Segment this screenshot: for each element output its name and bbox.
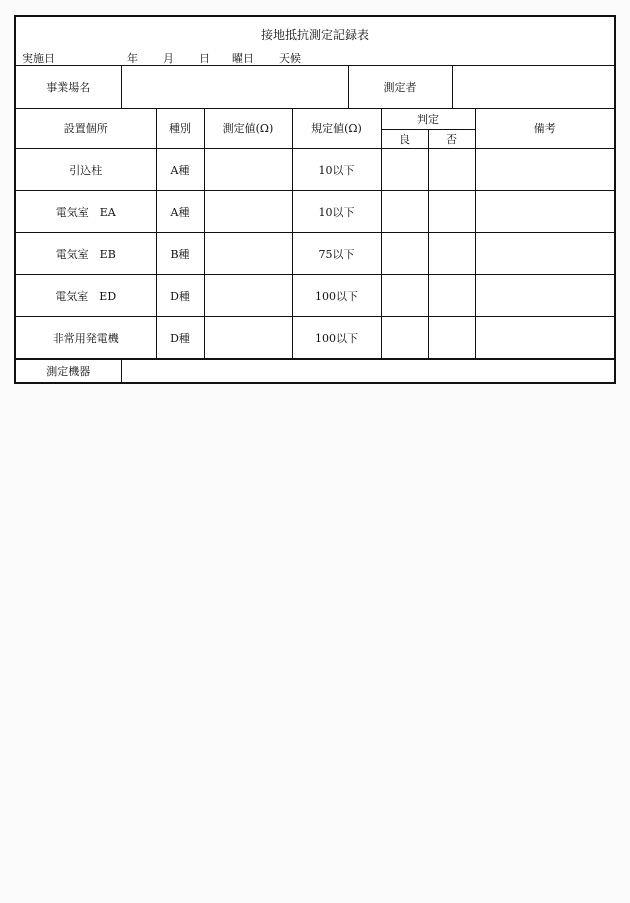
instrument-field[interactable] bbox=[121, 360, 614, 382]
remarks-cell[interactable] bbox=[475, 191, 614, 233]
location-cell: 電気室 EB bbox=[16, 233, 156, 275]
standard-cell: 75以下 bbox=[292, 233, 381, 275]
year-label: 年 bbox=[127, 52, 138, 65]
table-row bbox=[16, 275, 614, 317]
site-info-table bbox=[16, 66, 614, 109]
standard-cell: 10以下 bbox=[292, 191, 381, 233]
type-cell: D種 bbox=[156, 317, 204, 359]
col-measured: 測定値(Ω) bbox=[204, 109, 292, 149]
good-cell[interactable] bbox=[381, 233, 428, 275]
measurer-label: 測定者 bbox=[348, 66, 452, 108]
table-row bbox=[16, 317, 614, 359]
bad-cell[interactable] bbox=[428, 191, 475, 233]
bad-cell[interactable] bbox=[428, 149, 475, 191]
measurement-table bbox=[16, 109, 614, 360]
weather-label: 天候 bbox=[279, 52, 301, 65]
table-row bbox=[16, 233, 614, 275]
col-good: 良 bbox=[381, 130, 428, 149]
standard-cell: 10以下 bbox=[292, 149, 381, 191]
type-cell: B種 bbox=[156, 233, 204, 275]
date-label: 実施日 bbox=[22, 52, 55, 65]
col-type: 種別 bbox=[156, 109, 204, 149]
location-cell: 引込柱 bbox=[16, 149, 156, 191]
col-remarks: 備考 bbox=[475, 109, 614, 149]
location-cell: 電気室 ED bbox=[16, 275, 156, 317]
table-row bbox=[16, 191, 614, 233]
measured-cell[interactable] bbox=[204, 149, 292, 191]
standard-cell: 100以下 bbox=[292, 275, 381, 317]
site-name-field[interactable] bbox=[121, 66, 348, 108]
record-sheet bbox=[14, 15, 616, 384]
measurer-field[interactable] bbox=[452, 66, 614, 108]
good-cell[interactable] bbox=[381, 149, 428, 191]
table-row bbox=[16, 149, 614, 191]
measured-cell[interactable] bbox=[204, 317, 292, 359]
bad-cell[interactable] bbox=[428, 233, 475, 275]
remarks-cell[interactable] bbox=[475, 149, 614, 191]
remarks-cell[interactable] bbox=[475, 275, 614, 317]
type-cell: A種 bbox=[156, 149, 204, 191]
remarks-cell[interactable] bbox=[475, 233, 614, 275]
col-bad: 否 bbox=[428, 130, 475, 149]
col-judgment: 判定 bbox=[381, 109, 475, 130]
measured-cell[interactable] bbox=[204, 191, 292, 233]
location-cell: 電気室 EA bbox=[16, 191, 156, 233]
instrument-label: 測定機器 bbox=[16, 360, 121, 382]
remarks-cell[interactable] bbox=[475, 317, 614, 359]
measured-cell[interactable] bbox=[204, 275, 292, 317]
month-label: 月 bbox=[163, 52, 174, 65]
measured-cell[interactable] bbox=[204, 233, 292, 275]
weekday-label: 曜日 bbox=[232, 52, 254, 65]
bad-cell[interactable] bbox=[428, 275, 475, 317]
instrument-table bbox=[16, 359, 614, 382]
col-standard: 規定値(Ω) bbox=[292, 109, 381, 149]
good-cell[interactable] bbox=[381, 275, 428, 317]
type-cell: D種 bbox=[156, 275, 204, 317]
standard-cell: 100以下 bbox=[292, 317, 381, 359]
good-cell[interactable] bbox=[381, 191, 428, 233]
site-name-label: 事業場名 bbox=[16, 66, 121, 108]
location-cell: 非常用発電機 bbox=[16, 317, 156, 359]
col-location: 設置個所 bbox=[16, 109, 156, 149]
good-cell[interactable] bbox=[381, 317, 428, 359]
bad-cell[interactable] bbox=[428, 317, 475, 359]
sheet-title: 接地抵抗測定記録表 bbox=[260, 28, 369, 42]
day-label: 日 bbox=[199, 52, 210, 65]
type-cell: A種 bbox=[156, 191, 204, 233]
sheet-header bbox=[16, 17, 614, 66]
